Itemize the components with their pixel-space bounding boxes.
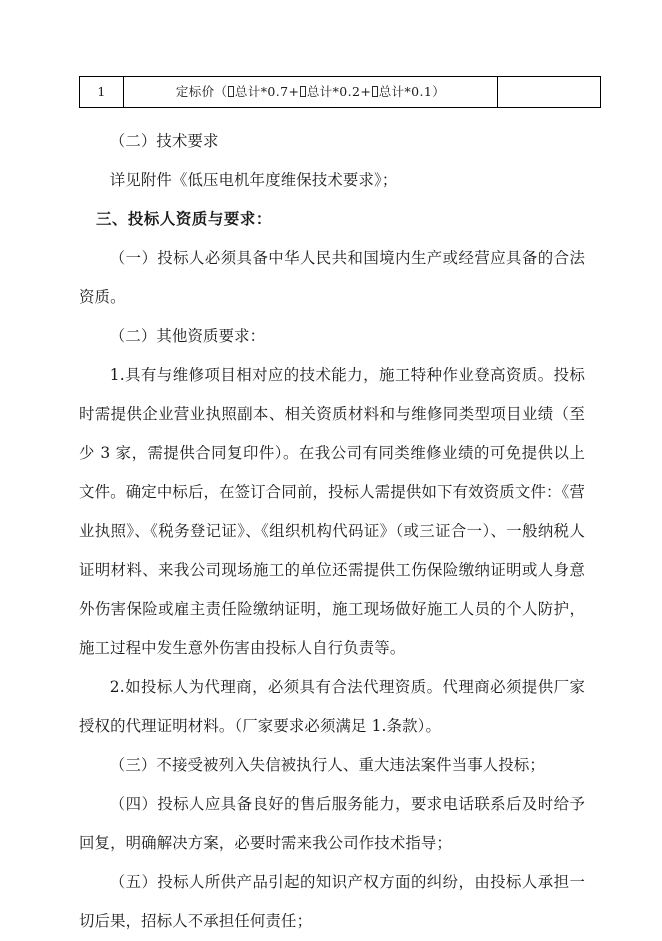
paragraph-item-three-dishonest-persons: （三）不接受被列入失信被执行人、重大违法案件当事人投标； (109, 756, 545, 774)
paragraph-sub-item-1-technical-ability: 1.具有与维修项目相对应的技术能力，施工特种作业登高资质。投标时需提供企业营业执照副本、相关资质材料和与维修同类型项目业绩（至少 3 家，需提供合同复印件）。在我公司有同类维修业绩的可免提供以上文件。确定中标后，在签订合同前，投标人需提供如下有效资质文件：《营业执照》、《税务登记证》、《组织机构代码证》（或三证合一）、一般纳税人证明材料、来我公司现场施工的单位还需提供工伤保险缴纳证明或人身意外伤害保险或雇主责任险缴纳证明，施工现场做好施工人员的个人防护，施工过程中发生意外伤害由投标人自行负责等。 (79, 366, 585, 657)
missing-glyph-icon (372, 86, 379, 98)
formula-segment-1: 总计*0.7+ (234, 83, 300, 99)
paragraph-item-two-other-qualifications: （二）其他资质要求： (109, 327, 266, 345)
paragraph-technical-requirements-heading: （二）技术要求 (109, 132, 219, 150)
paragraph-item-four-after-sales-service: （四）投标人应具备良好的售后服务能力，要求电话联系后及时给予回复，明确解决方案，必要时需来我公司作技术指导； (79, 795, 585, 852)
formula-segment-2: 总计*0.2+ (306, 83, 372, 99)
scoring-formula-table (79, 76, 601, 108)
spacer (79, 108, 585, 122)
section-heading-bidder-qualifications: 三、投标人资质与要求： (95, 210, 272, 228)
missing-glyph-icon (300, 86, 307, 98)
formula-segment-3: 总计*0.1） (378, 83, 446, 99)
page-content (79, 76, 585, 941)
paragraph-item-five-intellectual-property: （五）投标人所供产品引起的知识产权方面的纠纷，由投标人承担一切后果，招标人不承担任何责任； (79, 873, 585, 930)
table-cell-formula (124, 77, 498, 108)
table-cell-row-number: 1 (80, 77, 124, 108)
table-cell-blank (498, 77, 601, 108)
paragraph-attachment-reference: 详见附件《低压电机年度维保技术要求》； (109, 171, 398, 189)
paragraph-sub-item-2-agent-qualification: 2.如投标人为代理商，必须具有合法代理资质。代理商必须提供厂家授权的代理证明材料。（厂家要求必须满足 1.条款）。 (79, 678, 585, 735)
formula-prefix: 定标价（ (175, 83, 228, 99)
paragraph-item-one-legal-qualification: （一）投标人必须具备中华人民共和国境内生产或经营应具备的合法资质。 (79, 249, 585, 306)
table-row (80, 77, 601, 108)
missing-glyph-icon (228, 86, 235, 98)
